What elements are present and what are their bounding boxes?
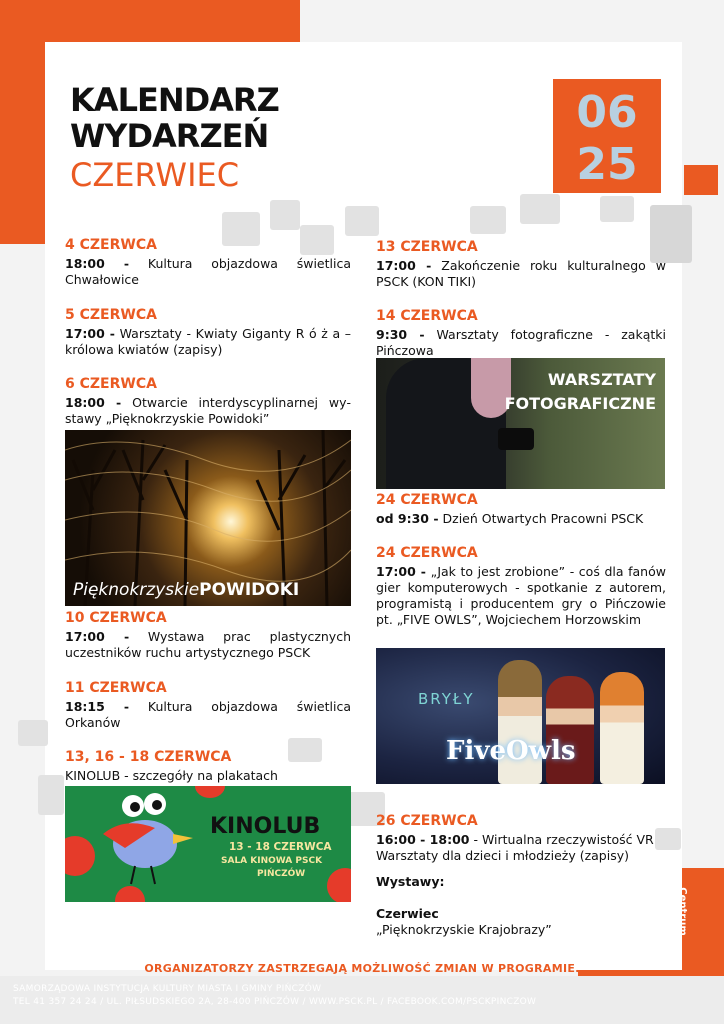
event-date: 11 CZERWCA: [65, 680, 167, 696]
event-time: 9:30 -: [376, 327, 425, 342]
photo-title-line-1: WARSZTATY: [547, 370, 656, 389]
five-owls-image: [376, 648, 665, 784]
title-line-2: WYDARZEŃ: [70, 117, 269, 155]
powidoki-caption-bold: POWIDOKI: [199, 580, 300, 600]
title-line-1: KALENDARZ: [70, 81, 279, 119]
logo-line-3: Centrum: [676, 887, 688, 936]
event-time: 18:15 -: [65, 699, 130, 714]
event-text: Zakończenie roku kulturalnego w PSCK (KON TIKI): [376, 258, 666, 289]
character-2: [546, 676, 594, 784]
event-description: [376, 564, 666, 628]
event-date: 13 CZERWCA: [376, 239, 478, 255]
footer-contact: TEL 41 357 24 24 / UL. PIŁSUDSKIEGO 2A, 28-400 PIŃCZÓW / WWW.PSCK.PL / FACEBOOK.COM/PSCKPINCZOW: [13, 997, 537, 1007]
event-time: 18:00 -: [65, 395, 122, 410]
game-sign: BRYŁY: [418, 690, 475, 708]
event-text: „Jak to jest zrobione” - coś dla fanów gier komputerowych - spotkanie z autorem, programistą i producentem gry o Pińczowie pt. „FIVE OWLS”, Wojciechem Horzowskim: [376, 564, 666, 627]
event-date: 14 CZERWCA: [376, 308, 478, 324]
event-description: [65, 629, 351, 661]
bird-icon: [85, 786, 205, 902]
event-date: 4 CZERWCA: [65, 237, 157, 253]
exhibitions-heading: Wystawy:: [376, 874, 445, 889]
event-text: Warsztaty fotograficzne - zakątki Pińczowa: [376, 327, 666, 358]
event-description: [376, 258, 666, 290]
kinolub-city: PIŃCZÓW: [257, 869, 306, 879]
event-description: [376, 832, 666, 864]
date-badge: [553, 79, 661, 193]
game-logo: FiveOwls: [446, 736, 576, 766]
accent-square-right: [684, 165, 718, 195]
building-icon: [630, 890, 670, 946]
date-year-number: 25: [576, 139, 638, 190]
photo-workshop-image: [376, 358, 665, 489]
event-description: [65, 699, 351, 731]
deco-square: [288, 738, 322, 762]
event-text: Otwarcie interdyscyplinarnej wystawy „Pięknokrzyskie Powidoki”: [65, 395, 351, 426]
kinolub-dates: 13 - 18 CZERWCA: [229, 841, 332, 853]
event-description: [65, 326, 351, 358]
event-time: od 9:30 -: [376, 511, 439, 526]
deco-square: [470, 206, 506, 234]
event-text: Wystawa prac plastycznych uczestników ruchu artystycznego PSCK: [65, 629, 351, 660]
event-time: 18:00 -: [65, 256, 130, 271]
kinolub-dot: [327, 868, 351, 902]
deco-square: [520, 194, 560, 224]
deco-square: [300, 225, 334, 255]
event-description: [65, 768, 351, 784]
exhibition-title: „Pięknokrzyskie Krajobrazy”: [376, 922, 552, 937]
exhibition-month: Czerwiec: [376, 906, 439, 921]
deco-square: [600, 196, 634, 222]
event-time: 17:00 -: [376, 564, 426, 579]
event-time: 16:00 - 18:00: [376, 832, 470, 847]
event-date: 13, 16 - 18 CZERWCA: [65, 749, 232, 765]
month-title: CZERWIEC: [70, 156, 240, 194]
event-text: Kultura objazdowa świetlica Orkanów: [65, 699, 351, 730]
event-date: 24 CZERWCA: [376, 545, 478, 561]
powidoki-caption: [73, 580, 299, 600]
event-date: 5 CZERWCA: [65, 307, 157, 323]
footer-institution: SAMORZĄDOWA INSTYTUCJA KULTURY MIASTA I GMINY PIŃCZÓW: [13, 984, 322, 994]
event-time: 17:00 -: [65, 326, 115, 341]
deco-square: [650, 205, 692, 263]
event-time: 17:00 -: [65, 629, 130, 644]
changes-notice: ORGANIZATORZY ZASTRZEGAJĄ MOŻLIWOŚĆ ZMIAN W PROGRAMIE.: [144, 962, 580, 975]
event-description: [376, 511, 666, 527]
logo-line-2: Pińczowskie: [592, 893, 601, 935]
event-date: 10 CZERWCA: [65, 610, 167, 626]
psck-logo: [592, 876, 688, 956]
page-title: [70, 82, 279, 154]
kinolub-banner: [65, 786, 351, 902]
photo-title-line-2: FOTOGRAFICZNE: [504, 394, 656, 413]
kinolub-title: KINOLUB: [210, 814, 321, 839]
event-text: Warsztaty - Kwiaty Giganty R ó ż a – królowa kwiatów (zapisy): [65, 326, 351, 357]
powidoki-image: [65, 430, 351, 606]
event-description: [65, 395, 351, 427]
event-text: Dzień Otwartych Pracowni PSCK: [442, 511, 644, 526]
character-3: [600, 672, 644, 784]
powidoki-caption-light: Pięknokrzyskie: [73, 580, 200, 600]
logo-line-4: Kultury: [626, 944, 668, 955]
event-description: [65, 256, 351, 288]
deco-square: [38, 775, 64, 815]
deco-square: [345, 206, 379, 236]
event-date: 26 CZERWCA: [376, 813, 478, 829]
event-description: [376, 327, 666, 359]
kinolub-place: SALA KINOWA PSCK: [221, 856, 323, 866]
event-date: 24 CZERWCA: [376, 492, 478, 508]
camera-icon: [498, 428, 534, 450]
logo-line-1: Samorządowe: [618, 876, 668, 884]
deco-square: [18, 720, 48, 746]
event-date: 6 CZERWCA: [65, 376, 157, 392]
event-text: KINOLUB - szczegóły na plakatach: [65, 768, 278, 783]
event-time: 17:00 -: [376, 258, 432, 273]
date-month-number: 06: [576, 87, 638, 138]
event-text: Kultura objazdowa świetlica Chwałowice: [65, 256, 351, 287]
event-text: - Wirtualna rzeczywistość VR Warsztaty dla dzieci i młodzieży (zapisy): [376, 832, 654, 863]
deco-square: [222, 212, 260, 246]
deco-square: [270, 200, 300, 230]
